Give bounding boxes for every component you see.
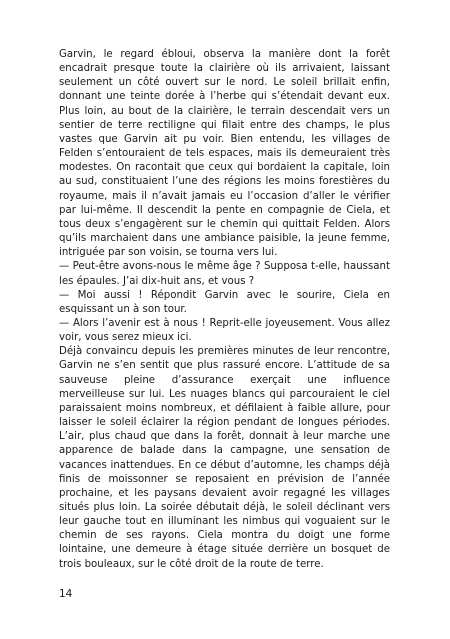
page-number: 14 [59,588,73,600]
paragraph: Déjà convaincu depuis les premières minutes de leur rencontre, Garvin ne s’en sentit que plus rassuré encore. L’attitude de sa sauveuse pleine d’assurance exerçait une influence merveilleuse sur lui. Les nuages blancs qui parcouraient le ciel paraissaient moins nombreux, et défilaient à faible allure, pour laisser le soleil éclairer la région pendant de longues périodes. L’air, plus chaud que dans la forêt, donnait à leur marche une apparence de balade dans la campagne, une sensation de vacances inattendues. En ce début d’automne, les champs déjà finis de moissonner se reposaient en prévision de l’année prochaine, et les paysans devaient avoir regagné les villages situés plus loin. La soirée débutait déjà, le soleil déclinant vers leur gauche tout en illuminant les nimbus qui voguaient sur le chemin de ses rayons. Ciela montra du doigt une forme lointaine, une demeure à étage située derrière un bosquet de trois bouleaux, sur le côté droit de la route de terre. [59,346,390,570]
dialogue-line: — Peut-être avons-nous le même âge ? Supposa t-elle, haussant les épaules. J’ai dix-huit ans, et vous ? [59,261,390,287]
dialogue-line: — Moi aussi ! Répondit Garvin avec le sourire, Ciela en esquissant un à son tour. [59,289,390,315]
page-body [59,48,390,572]
paragraph: Garvin, le regard ébloui, observa la manière dont la forêt encadrait presque toute la clairière où ils arrivaient, laissant seulement un côté ouvert sur le nord. Le soleil brillait enfin, donnant une teinte dorée à l’herbe qui s’étendait devant eux. Plus loin, au bout de la clairière, le terrain descendait vers un sentier de terre rectiligne qui filait entre des champs, le plus vastes que Garvin ait pu voir. Bien entendu, les villages de Felden s’entouraient de tels espaces, mais ils demeuraient très modestes. On racontait que ceux qui bordaient la capitale, loin au sud, constituaient l’une des régions les moins forestières du royaume, mais il n’avait jamais eu l’occasion d’aller le vérifier par lui-même. Il descendit la pente en compagnie de Ciela, et tous deux s’engagèrent sur le chemin qui quittait Felden. Alors qu’ils marchaient dans une ambiance paisible, la jeune femme, intriguée par son voisin, se tourna vers lui. [59,49,390,259]
dialogue-line: — Alors l’avenir est à nous ! Reprit-elle joyeusement. Vous allez voir, vous serez mieux ici. [59,317,390,344]
